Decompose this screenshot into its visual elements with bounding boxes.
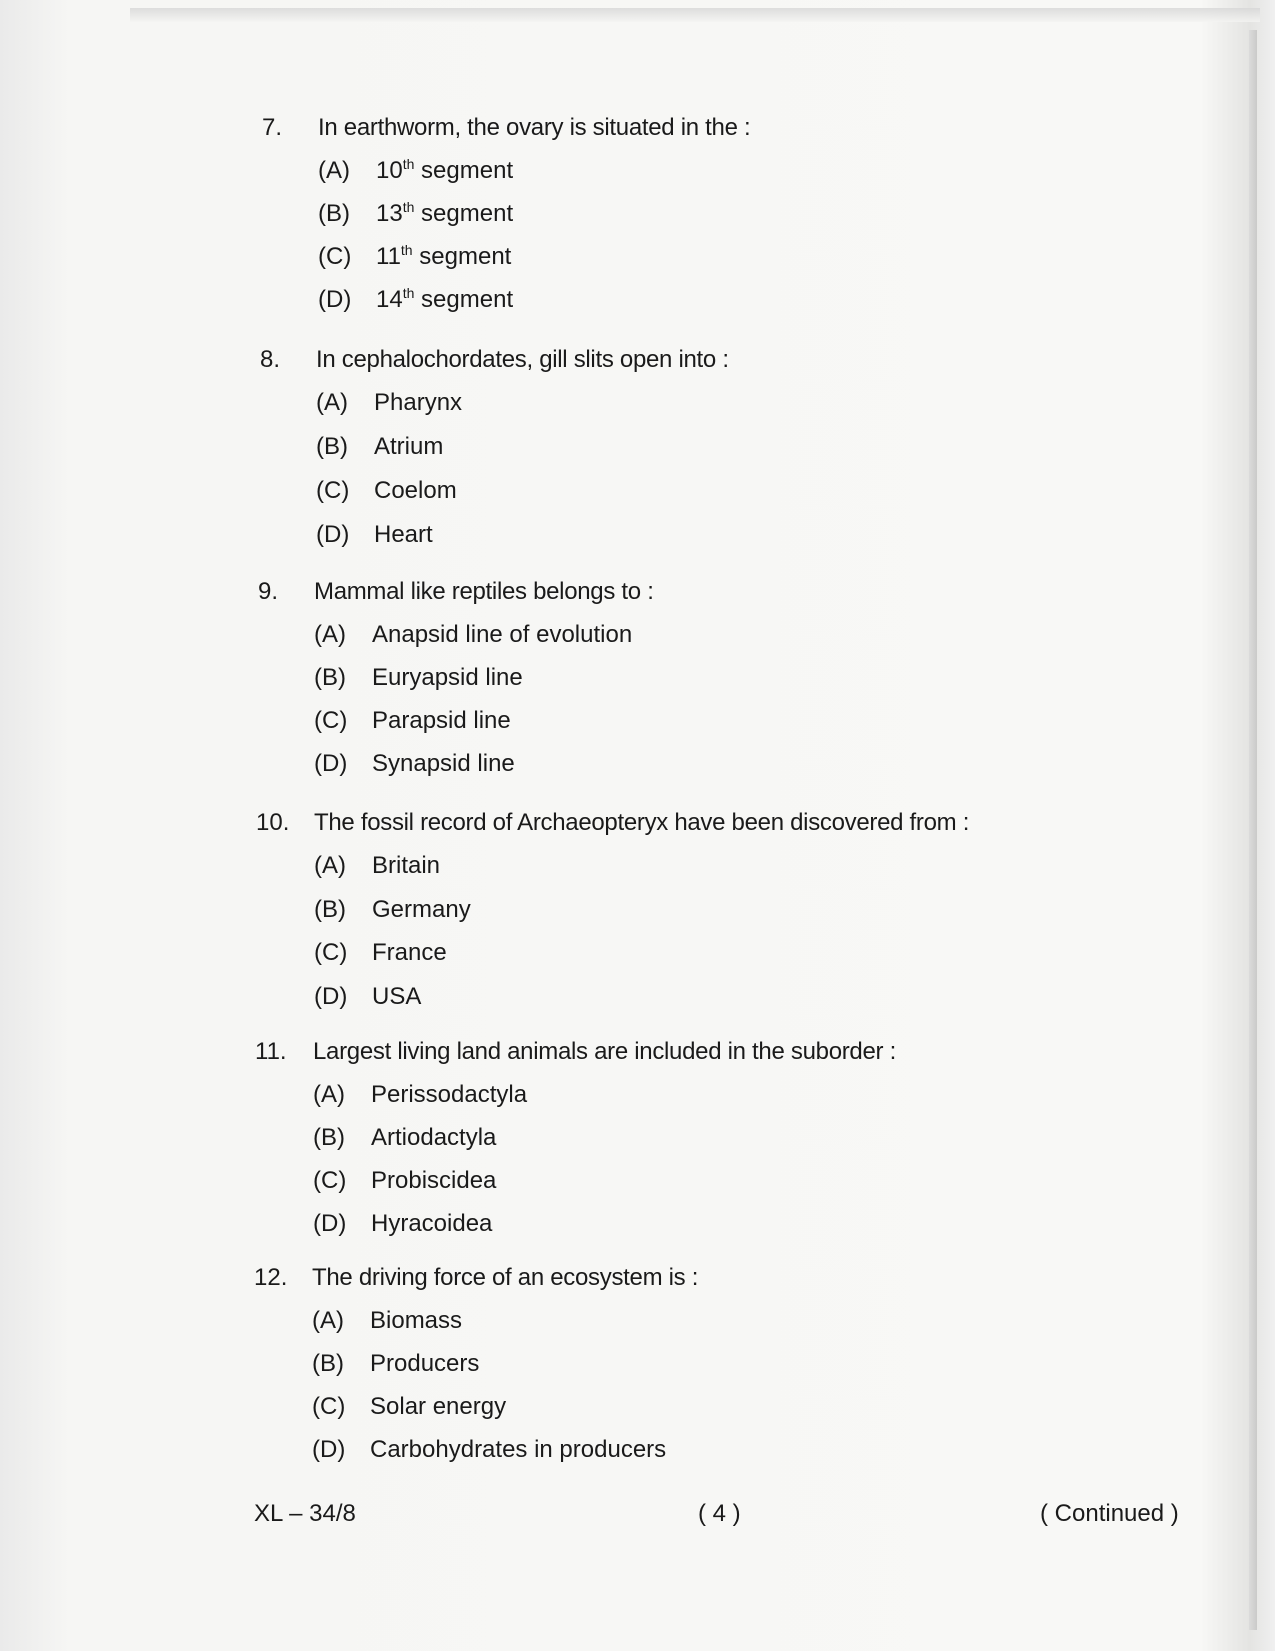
question-11: [255, 1038, 1055, 1238]
option-label: (D): [314, 750, 348, 777]
option-c: [316, 477, 457, 505]
question-number: 12.: [254, 1264, 288, 1291]
option-superscript: th: [402, 285, 415, 301]
option-text: Producers: [370, 1350, 480, 1377]
option-text: Parapsid line: [372, 707, 511, 734]
question-number: 7.: [262, 114, 283, 141]
option-d: [314, 983, 421, 1011]
option-label: (B): [314, 664, 346, 691]
option-number: 13: [376, 200, 403, 227]
option-text: Britain: [372, 852, 441, 879]
option-c: [313, 1167, 496, 1195]
question-9: [258, 578, 1058, 778]
option-text: Probiscidea: [371, 1167, 497, 1194]
option-b: [313, 1124, 496, 1152]
option-a: [316, 389, 462, 417]
option-label: (C): [312, 1393, 346, 1420]
option-text: Solar energy: [370, 1393, 507, 1420]
footer-page-number: ( 4 ): [698, 1500, 741, 1527]
option-a: [314, 852, 440, 880]
question-8: [260, 346, 1060, 546]
option-c: [314, 707, 511, 735]
option-label: (C): [314, 707, 348, 734]
option-text: Germany: [372, 896, 471, 923]
option-label: (A): [314, 621, 346, 648]
question-number: 10.: [256, 809, 290, 836]
option-label: (B): [318, 200, 350, 227]
question-text: In earthworm, the ovary is situated in the :: [318, 114, 751, 141]
option-label: (C): [318, 243, 352, 270]
option-label: (B): [313, 1124, 345, 1151]
option-superscript: th: [400, 242, 413, 258]
option-d: [313, 1210, 492, 1238]
option-text: France: [372, 939, 447, 966]
option-text: segment: [414, 157, 514, 184]
option-b: [314, 664, 523, 692]
option-b: [314, 896, 471, 924]
question-text: The driving force of an ecosystem is :: [312, 1264, 699, 1291]
option-text: Synapsid line: [372, 750, 515, 777]
option-c: [312, 1393, 506, 1421]
option-c: [314, 939, 447, 967]
option-text: Artiodactyla: [371, 1124, 497, 1151]
option-a: [318, 156, 513, 185]
option-text: Perissodactyla: [371, 1081, 528, 1108]
option-text: segment: [412, 243, 512, 270]
option-label: (B): [314, 896, 346, 923]
question-10: [256, 809, 1076, 1009]
option-b: [312, 1350, 479, 1378]
option-text: segment: [414, 286, 514, 313]
option-text: Atrium: [374, 433, 444, 460]
option-d: [318, 285, 513, 314]
option-b: [316, 433, 443, 461]
page-top-edge: [130, 8, 1260, 22]
option-label: (B): [316, 433, 348, 460]
option-label: (D): [318, 286, 352, 313]
option-d: [316, 521, 433, 549]
option-b: [318, 199, 513, 228]
footer-continued: ( Continued ): [1040, 1500, 1179, 1527]
question-12: [254, 1264, 1054, 1464]
option-a: [313, 1081, 527, 1109]
option-label: (C): [314, 939, 348, 966]
option-label: (D): [314, 983, 348, 1010]
option-a: [314, 621, 632, 649]
option-text: Anapsid line of evolution: [372, 621, 633, 648]
question-text: The fossil record of Archaeopteryx have been discovered from :: [314, 809, 970, 836]
option-label: (B): [312, 1350, 344, 1377]
option-text: Hyracoidea: [371, 1210, 493, 1237]
option-text: Euryapsid line: [372, 664, 523, 691]
option-label: (C): [313, 1167, 347, 1194]
option-label: (C): [316, 477, 350, 504]
option-label: (D): [313, 1210, 347, 1237]
option-text: Coelom: [374, 477, 457, 504]
question-text: In cephalochordates, gill slits open into :: [316, 346, 729, 373]
footer-code: XL – 34/8: [254, 1500, 356, 1527]
option-label: (A): [313, 1081, 345, 1108]
option-superscript: th: [402, 199, 415, 215]
option-label: (A): [314, 852, 346, 879]
option-label: (A): [318, 157, 350, 184]
option-c: [318, 242, 511, 271]
option-label: (A): [316, 389, 348, 416]
option-label: (D): [312, 1436, 346, 1463]
question-7: [262, 114, 1062, 314]
option-number: 11: [376, 243, 401, 270]
option-text: Pharynx: [374, 389, 463, 416]
question-text: Mammal like reptiles belongs to :: [314, 578, 654, 605]
question-number: 8.: [260, 346, 281, 373]
option-number: 14: [376, 286, 403, 313]
question-number: 9.: [258, 578, 279, 605]
option-text: Heart: [374, 521, 433, 548]
option-label: (A): [312, 1307, 344, 1334]
page-right-edge: [1249, 30, 1257, 1630]
option-text: Biomass: [370, 1307, 463, 1334]
option-label: (D): [316, 521, 350, 548]
option-d: [314, 750, 515, 778]
option-d: [312, 1436, 666, 1464]
option-text: Carbohydrates in producers: [370, 1436, 667, 1463]
option-a: [312, 1307, 462, 1335]
option-text: segment: [414, 200, 514, 227]
question-text: Largest living land animals are included in the suborder :: [313, 1038, 896, 1065]
option-text: USA: [372, 983, 422, 1010]
option-superscript: th: [402, 156, 415, 172]
question-number: 11.: [255, 1038, 287, 1065]
option-number: 10: [376, 157, 403, 184]
